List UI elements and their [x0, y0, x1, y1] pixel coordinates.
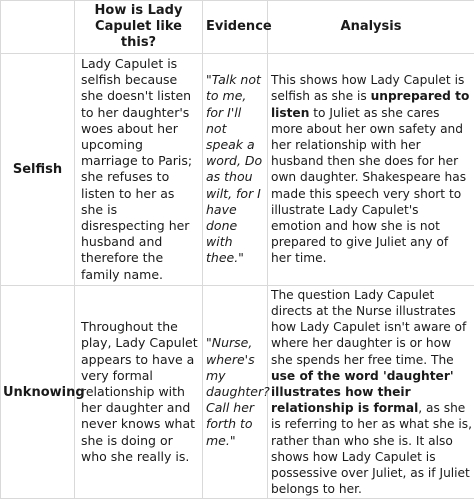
analysis-text: , as she is referring to her as what she is, rather than who she is. It also shows how Lady Capulet is possessive over Juliet, as if Juliet belongs to her.: [271, 401, 472, 496]
header-empty: [1, 1, 75, 54]
row-analysis: [268, 285, 474, 499]
row-evidence: "Nurse, where's my daughter? Call her forth to me.": [203, 285, 268, 499]
row-analysis: [268, 54, 474, 286]
row-evidence: "Talk not to me, for I'll not speak a word, Do as thou wilt, for I have done with thee.": [203, 54, 268, 286]
header-row: [1, 1, 474, 54]
analysis-bold-text: use of the word 'daughter' illustrates how their relationship is formal: [271, 369, 454, 415]
row-description: Lady Capulet is selfish because she doesn't listen to her daughter's woes about her upcoming marriage to Paris; she refuses to listen to her as she is disrespecting her husband and therefore the family name.: [75, 54, 203, 286]
table-row-selfish: [1, 54, 474, 286]
analysis-text: The question Lady Capulet directs at the Nurse illustrates how Lady Capulet isn't aware of where her daughter is or how she spends her free time. The: [271, 288, 466, 367]
analysis-bold-text: unprepared to listen: [271, 89, 469, 119]
row-trait: Selfish: [1, 54, 75, 286]
header-evidence: Evidence: [203, 1, 268, 54]
header-analysis: Analysis: [268, 1, 474, 54]
analysis-text: to Juliet as she cares more about her own safety and her relationship with her husband then she does for her own daughter. Shakespeare has made this speech very short to illustrate Lady Capulet's emotion and how she is not prepared to give Juliet any of her time.: [271, 106, 466, 266]
header-how: How is Lady Capulet like this?: [75, 1, 203, 54]
table-row-unknowing: [1, 285, 474, 499]
analysis-text: This shows how Lady Capulet is selfish as she is: [271, 73, 464, 103]
row-description: Throughout the play, Lady Capulet appears to have a very formal relationship with her daughter and never knows what she is doing or who she really is.: [75, 285, 203, 499]
row-trait: Unknowing: [1, 285, 75, 499]
